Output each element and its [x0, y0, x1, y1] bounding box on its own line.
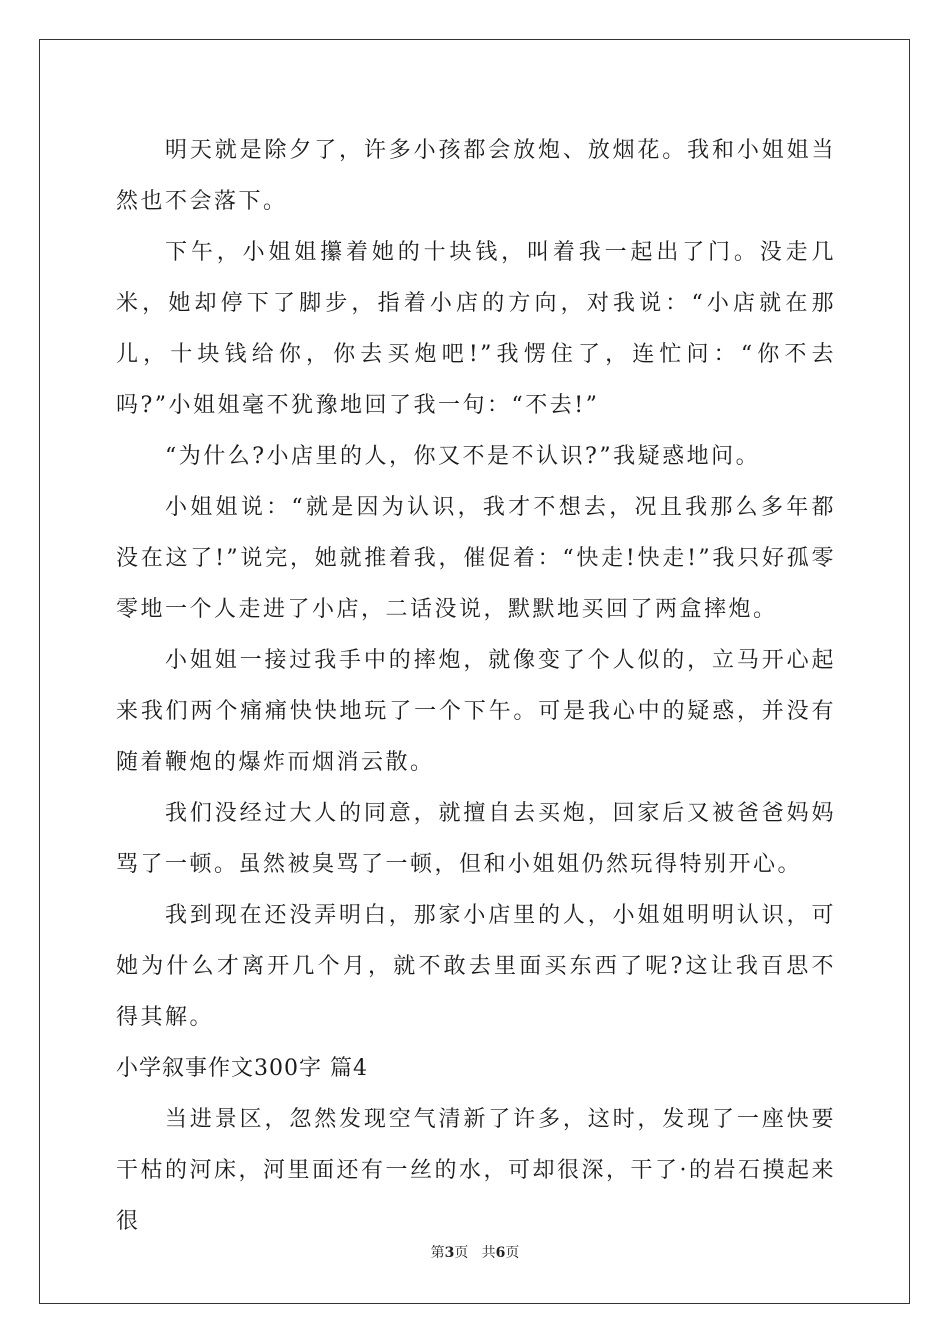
paragraph-5: 小姐姐一接过我手中的摔炮，就像变了个人似的，立马开心起来我们两个痛痛快快地玩了一个下午。可是我心中的疑惑，并没有随着鞭炮的爆炸而烟消云散。	[116, 648, 836, 775]
total-suffix: 页	[505, 1245, 520, 1261]
total-prefix: 共	[481, 1245, 496, 1261]
paragraph-1: 明天就是除夕了，许多小孩都会放炮、放烟花。我和小姐姐当然也不会落下。	[116, 138, 836, 214]
page-suffix: 页	[454, 1245, 469, 1261]
paragraph-6: 我们没经过大人的同意，就擅自去买炮，回家后又被爸爸妈妈骂了一顿。虽然被臭骂了一顿，但和小姐姐仍然玩得特别开心。	[116, 801, 836, 877]
paragraph-3: “为什么?小店里的人，你又不是不认识?”我疑惑地问。	[165, 444, 761, 469]
page-prefix: 第	[430, 1245, 445, 1261]
paragraph-7: 我到现在还没弄明白，那家小店里的人，小姐姐明明认识，可她为什么才离开几个月，就不敢去里面买东西了呢?这让我百思不得其解。	[116, 903, 836, 1030]
page-footer	[0, 1242, 950, 1262]
section-paragraph: 当进景区，忽然发现空气清新了许多，这时，发现了一座快要干枯的河床，河里面还有一丝的水，可却很深，干了·的岩石摸起来很	[116, 1107, 836, 1234]
page-number: 3	[444, 1245, 455, 1261]
document-body	[116, 125, 836, 1247]
paragraph-2: 下午，小姐姐攥着她的十块钱，叫着我一起出了门。没走几米，她却停下了脚步，指着小店的方向，对我说：“小店就在那儿，十块钱给你，你去买炮吧!”我愣住了，连忙问：“你不去吗?”小姐姐毫不犹豫地回了我一句：“不去!”	[116, 240, 836, 418]
section-heading: 小学叙事作文300字 篇4	[116, 1056, 368, 1081]
total-pages: 6	[495, 1245, 506, 1261]
paragraph-4: 小姐姐说：“就是因为认识，我才不想去，况且我那么多年都没在这了!”说完，她就推着我，催促着：“快走!快走!”我只好孤零零地一个人走进了小店，二话没说，默默地买回了两盒摔炮。	[116, 495, 836, 622]
